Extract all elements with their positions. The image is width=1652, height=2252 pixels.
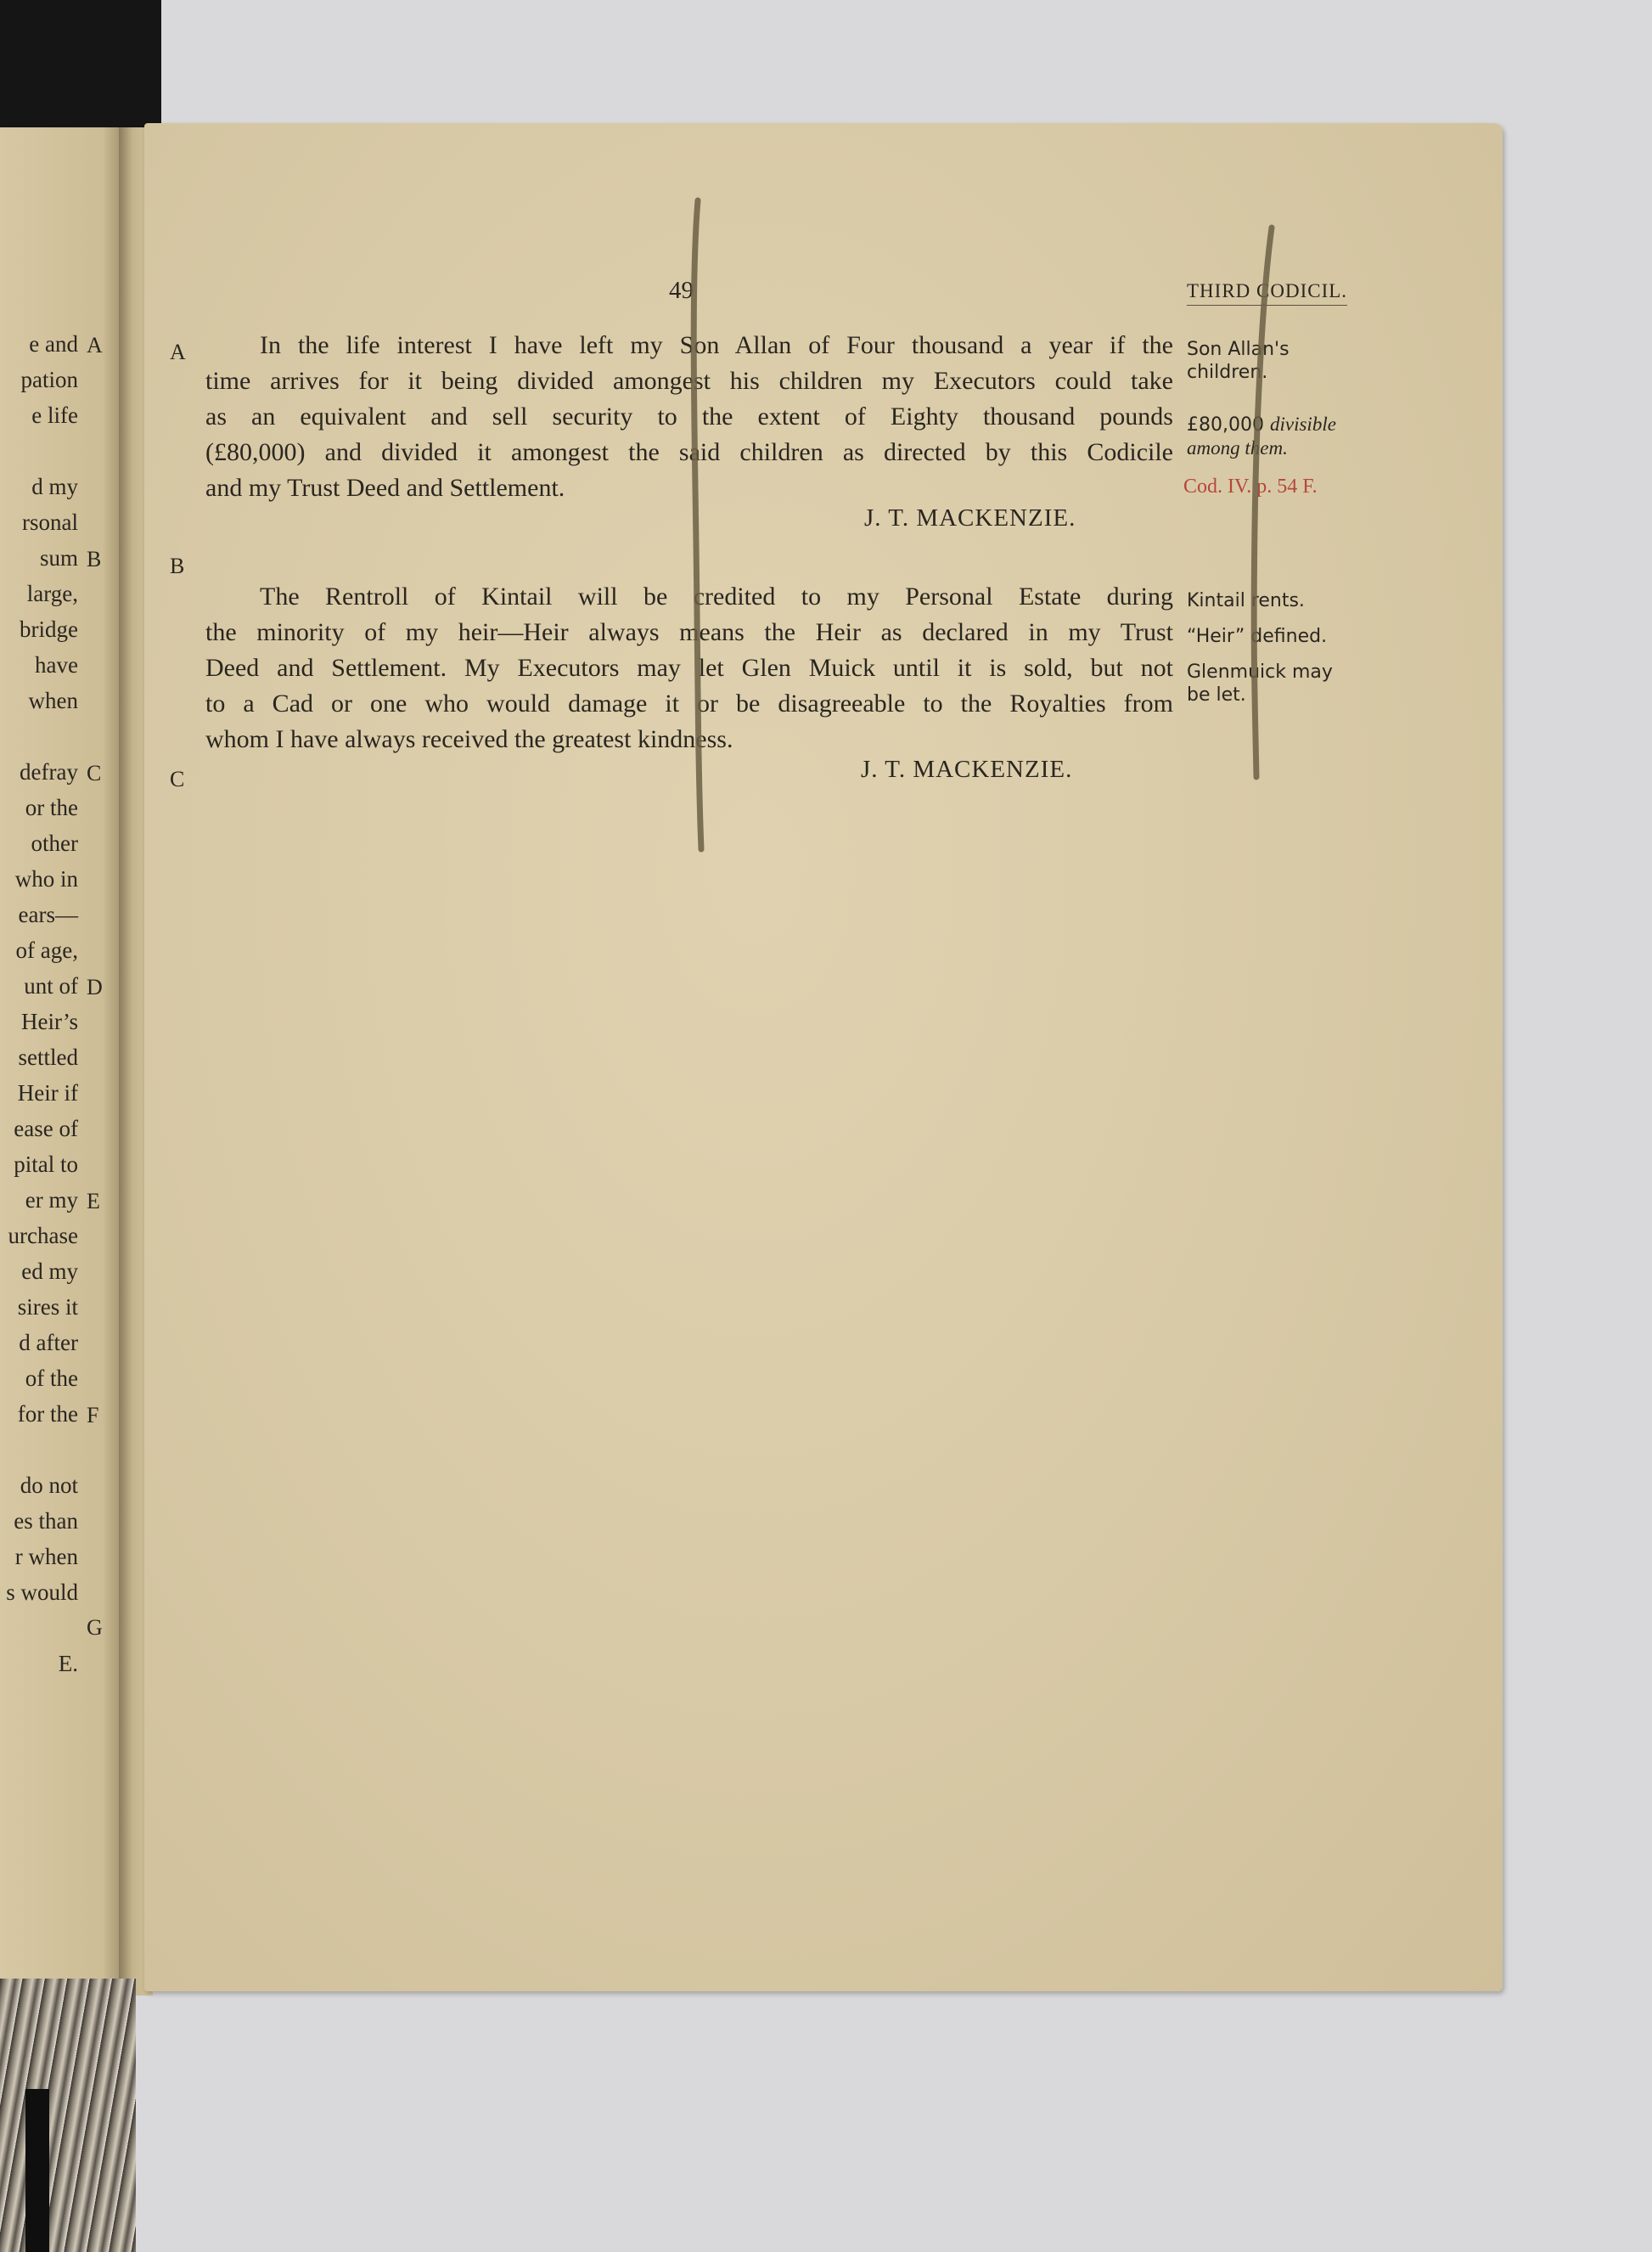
left-page-line: or the (25, 795, 78, 820)
text-line: The Rentroll of Kintail will be credited to my Personal Estate during (260, 583, 1173, 611)
margin-letter: A (170, 340, 186, 364)
left-page-line: sires it (17, 1294, 78, 1320)
text-line: time arrives for it being divided amongest his children my Executors could take (205, 367, 1173, 395)
left-page-line: have (35, 652, 78, 678)
left-page-line: s would (6, 1579, 78, 1605)
left-page-line: r when (14, 1544, 78, 1569)
running-head: THIRD CODICIL. (1187, 280, 1347, 306)
text-line: and my Trust Deed and Settlement. (205, 474, 565, 502)
signature-first: J. T. MACKENZIE. (864, 504, 1076, 532)
left-page-line: who in (14, 866, 78, 892)
text-line: to a Cad or one who would damage it or be disagreeable to the Royalties from (205, 690, 1173, 718)
margin-letter: C (170, 767, 185, 791)
side-note-line: be let. (1187, 684, 1246, 706)
side-note-amount: £80,000 (1187, 414, 1264, 436)
side-note-cross-reference: Cod. IV. p. 54 F. (1183, 476, 1318, 498)
left-page-line: defray (20, 759, 78, 785)
left-page-line: pation (20, 367, 78, 392)
left-page-line: es than (14, 1508, 78, 1534)
left-page-line: e and (29, 331, 78, 357)
left-page-line: bridge (20, 616, 78, 642)
side-note-divisible-word: divisible (1269, 414, 1336, 435)
left-page-line: when (28, 688, 78, 713)
left-page-line: large, (26, 581, 78, 606)
left-margin-letter: B (87, 547, 102, 571)
text-line: Deed and Settlement. My Executors may let Glen Muick until it is sold, but not (205, 654, 1173, 682)
left-page-line: e life (31, 403, 78, 428)
signature-second: J. T. MACKENZIE. (861, 756, 1073, 783)
page-number: 49 (669, 277, 694, 304)
text-line: (£80,000) and divided it amongest the said children as directed by this Codicile (205, 438, 1173, 466)
left-margin-letter: C (87, 761, 102, 785)
left-margin-letter: G (87, 1615, 103, 1640)
side-note-line: Glenmuick may (1187, 662, 1333, 683)
side-note-line: Son Allan's (1187, 339, 1290, 360)
text-line: whom I have always received the greatest kindness. (205, 725, 733, 753)
left-page-line: of age, (15, 937, 78, 963)
left-page-line: d my (31, 474, 78, 499)
left-page-line: er my (25, 1187, 78, 1213)
pencil-line-right (1254, 228, 1272, 777)
left-page-line: d after (19, 1330, 78, 1355)
text-line: as an equivalent and sell security to the extent of Eighty thousand pounds (205, 403, 1173, 431)
left-page-line: ease of (14, 1116, 78, 1141)
left-page-line: other (31, 830, 78, 856)
pencil-line-left (694, 200, 701, 849)
margin-letter: B (170, 554, 185, 578)
left-page-line: ed my (21, 1258, 78, 1284)
left-page-line: Heir if (17, 1080, 78, 1106)
left-margin-letter: E (87, 1189, 100, 1213)
left-page-line: rsonal (22, 510, 78, 535)
left-page-line: of the (25, 1365, 78, 1391)
left-page-line: for the (17, 1401, 78, 1427)
side-note-among-them: among them. (1187, 437, 1288, 459)
left-margin-letter: D (87, 975, 103, 999)
left-page-line: Heir’s (21, 1009, 78, 1034)
left-page-line: E. (58, 1651, 78, 1676)
text-line: In the life interest I have left my Son Allan of Four thousand a year if the (260, 331, 1173, 359)
text-line: the minority of my heir—Heir always means the Heir as declared in my Trust (205, 618, 1173, 646)
left-page-line: sum (39, 545, 78, 571)
left-page-line: ears— (18, 902, 78, 927)
side-note-kintail: Kintail rents. (1187, 590, 1305, 611)
side-note-heir-defined: “Heir” defined. (1187, 626, 1328, 647)
left-page-line: do not (20, 1472, 78, 1498)
left-page-line: urchase (8, 1223, 78, 1248)
left-page-line: pital to (14, 1151, 78, 1177)
left-page-line: unt of (24, 973, 78, 999)
left-margin-letter: F (87, 1403, 99, 1427)
left-page-line: settled (18, 1044, 78, 1070)
side-note-line: children. (1187, 362, 1268, 383)
left-margin-letter: A (87, 333, 103, 358)
